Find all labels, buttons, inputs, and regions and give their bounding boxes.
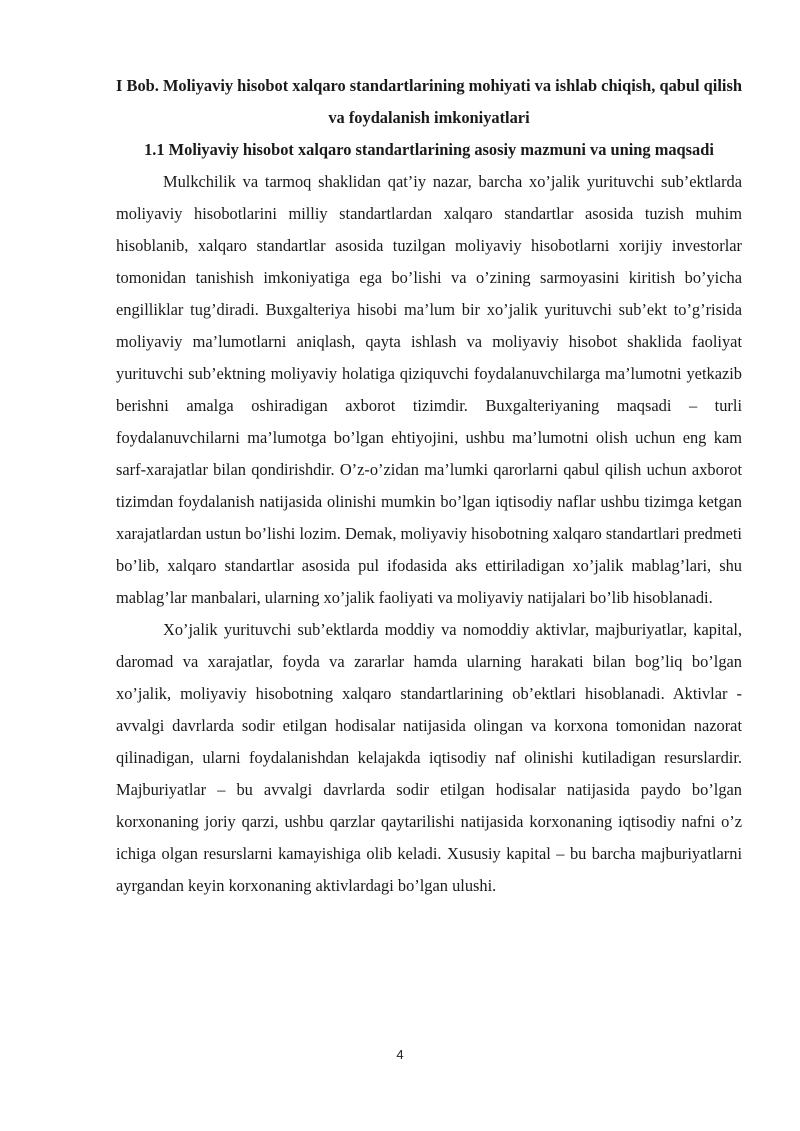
- body-paragraph-1: Mulkchilik va tarmoq shaklidan qat’iy nazar, barcha xo’jalik yurituvchi sub’ektlarda moliyaviy hisobotlarini milliy standartlardan xalqaro standartlar asosida tuzish muhim hisoblanib, xalqaro standartlar asosida tuzilgan moliyaviy hisobotlarni xorijiy investorlar tomonidan tanishish imkoniyatiga ega bo’lishi va o’zining sarmoyasini kiritish bo’yicha engilliklar tug’diradi. Buxgalteriya hisobi ma’lum bir xo’jalik yurituvchi sub’ekt to’g’risida moliyaviy ma’lumotlarni aniqlash, qayta ishlash va moliyaviy hisobot shaklida faoliyat yurituvchi sub’ektning moliyaviy holatiga qiziquvchi foydalanuvchilarga ma’lumotni yetkazib berishni amalga oshiradigan axborot tizimdir. Buxgalteriyaning maqsadi – turli foydalanuvchilarni ma’lumotga bo’lgan ehtiyojini, ushbu ma’lumotni olish uchun eng kam sarf-xarajatlar bilan qondirishdir. O’z-o’zidan ma’lumki qarorlarni qabul qilish uchun axborot tizimdan foydalanish natijasida olinishi mumkin bo’lgan iqtisodiy naflar ushbu tizimga ketgan xarajatlardan ustun bo’lishi lozim. Demak, moliyaviy hisobotning xalqaro standartlari predmeti bo’lib, xalqaro standartlar asosida pul ifodasida aks ettiriladigan xo’jalik mablag’lari, shu mablag’lar manbalari, ularning xo’jalik faoliyati va moliyaviy natijalari bo’lib hisoblanadi.: [116, 172, 742, 607]
- section-heading: 1.1 Moliyaviy hisobot xalqaro standartlarining asosiy mazmuni va uning maqsadi: [144, 140, 714, 159]
- document-page: [116, 70, 742, 902]
- body-paragraph-2: Xo’jalik yurituvchi sub’ektlarda moddiy va nomoddiy aktivlar, majburiyatlar, kapital, daromad va xarajatlar, foyda va zararlar hamda ularning harakati bilan bog’liq bo’lgan xo’jalik, moliyaviy hisobotning xalqaro standartlarining ob’ektlari hisoblanadi. Aktivlar - avvalgi davrlarda sodir etilgan hodisalar natijasida olingan va korxona tomonidan nazorat qilinadigan, ularni foydalanishdan kelajakda iqtisodiy naf olinishi kutiladigan resurslardir. Majburiyatlar – bu avvalgi davrlarda sodir etilgan hodisalar natijasida paydo bo’lgan korxonaning joriy qarzi, ushbu qarzlar qaytarilishi natijasida korxonaning iqtisodiy nafni o’z ichiga olgan resurslarni kamayishiga olib keladi. Xususiy kapital – bu barcha majburiyatlarni ayrgandan keyin korxonaning aktivlardagi bo’lgan ulushi.: [116, 620, 742, 895]
- page-number: 4: [396, 1047, 404, 1062]
- chapter-heading: I Bob. Moliyaviy hisobot xalqaro standartlarining mohiyati va ishlab chiqish, qabul qilish va foydalanish imkoniyatlari: [116, 76, 742, 127]
